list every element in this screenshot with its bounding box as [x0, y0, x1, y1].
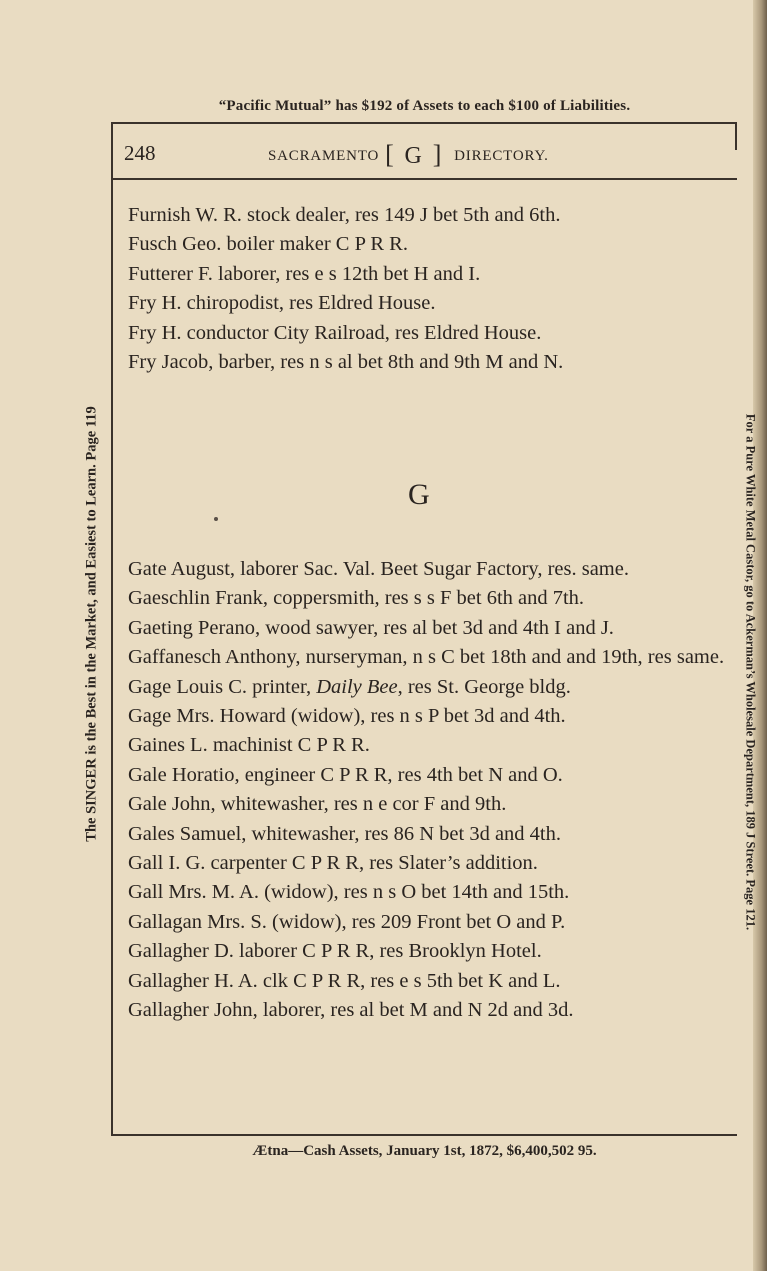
- entry-text: Gage Louis C. printer,: [128, 675, 317, 698]
- ink-speck: [214, 517, 218, 521]
- directory-entry: Gaines L. machinist C P R R.: [128, 734, 370, 757]
- top-advertisement: “Pacific Mutual” has $192 of Assets to each $100 of Liabilities.: [218, 98, 631, 114]
- directory-entry: Futterer F. laborer, res e s 12th bet H and I.: [128, 262, 481, 285]
- running-head: [268, 141, 549, 171]
- directory-entry: Fusch Geo. boiler maker C P R R.: [128, 233, 408, 256]
- right-margin-ad-text: For a Pure White Metal Castor, go to Ackerman’s Wholesale Department, 189 J Street. Page 121.: [743, 413, 758, 931]
- section-letter-heading: G: [408, 478, 430, 511]
- directory-entry: Gallagher D. laborer C P R R, res Brooklyn Hotel.: [128, 940, 542, 963]
- directory-entry: Gallagan Mrs. S. (widow), res 209 Front bet O and P.: [128, 910, 566, 933]
- running-head-city: SACRAMENTO: [268, 147, 380, 164]
- entries-g-section: [128, 555, 728, 1026]
- directory-entry: Gage Mrs. Howard (widow), res n s P bet 3d and 4th.: [128, 705, 566, 728]
- directory-entry: Gale Horatio, engineer C P R R, res 4th bet N and O.: [128, 763, 563, 786]
- entry-text: , res St. George bldg.: [397, 675, 571, 698]
- directory-entry: Gall I. G. carpenter C P R R, res Slater’s addition.: [128, 852, 538, 875]
- directory-entry: Gale John, whitewasher, res n e cor F and 9th.: [128, 793, 507, 816]
- left-margin-ad-text: The SINGER is the Best in the Market, and Easiest to Learn. Page 119: [83, 406, 100, 842]
- directory-entry: Fry H. conductor City Railroad, res Eldred House.: [128, 321, 542, 344]
- running-head-letter: G: [404, 142, 423, 169]
- frame-right-rule: [735, 122, 737, 150]
- frame-left-rule: [111, 122, 113, 1135]
- bottom-rule: [111, 1134, 737, 1136]
- directory-entry: Gales Samuel, whitewasher, res 86 N bet 3d and 4th.: [128, 822, 561, 845]
- directory-entry: Gaeschlin Frank, coppersmith, res s s F bet 6th and 7th.: [128, 587, 585, 610]
- running-head-directory: DIRECTORY.: [454, 147, 549, 164]
- directory-entry: Gall Mrs. M. A. (widow), res n s O bet 14th and 15th.: [128, 881, 570, 904]
- entry-italic-text: Daily Bee: [316, 675, 398, 698]
- directory-entry: Fry H. chiropodist, res Eldred House.: [128, 292, 436, 315]
- frame-top-rule: [111, 122, 737, 124]
- directory-entry: Gaeting Perano, wood sawyer, res al bet 3d and 4th I and J.: [128, 616, 614, 639]
- directory-entry: Gaffanesch Anthony, nurseryman, n s C bet 18th and and 19th, res same.: [128, 646, 725, 669]
- directory-entry: Fry Jacob, barber, res n s al bet 8th and 9th M and N.: [128, 351, 564, 374]
- directory-entry: Gallagher John, laborer, res al bet M and N 2d and 3d.: [128, 999, 574, 1022]
- running-head-bracket-close: ]: [432, 140, 443, 169]
- footer-advertisement: Ætna—Cash Assets, January 1st, 1872, $6,400,502 95.: [252, 1143, 597, 1159]
- running-head-bracket-open: [: [385, 140, 395, 169]
- directory-entry: Gallagher H. A. clk C P R R, res e s 5th bet K and L.: [128, 969, 561, 992]
- directory-entry: Gate August, laborer Sac. Val. Beet Sugar Factory, res. same.: [128, 558, 629, 580]
- entries-f-section: [128, 201, 728, 377]
- page-number: 248: [124, 141, 156, 165]
- directory-entry: [128, 673, 728, 702]
- directory-entry: Furnish W. R. stock dealer, res 149 J bet 5th and 6th.: [128, 204, 561, 226]
- header-rule: [111, 178, 737, 180]
